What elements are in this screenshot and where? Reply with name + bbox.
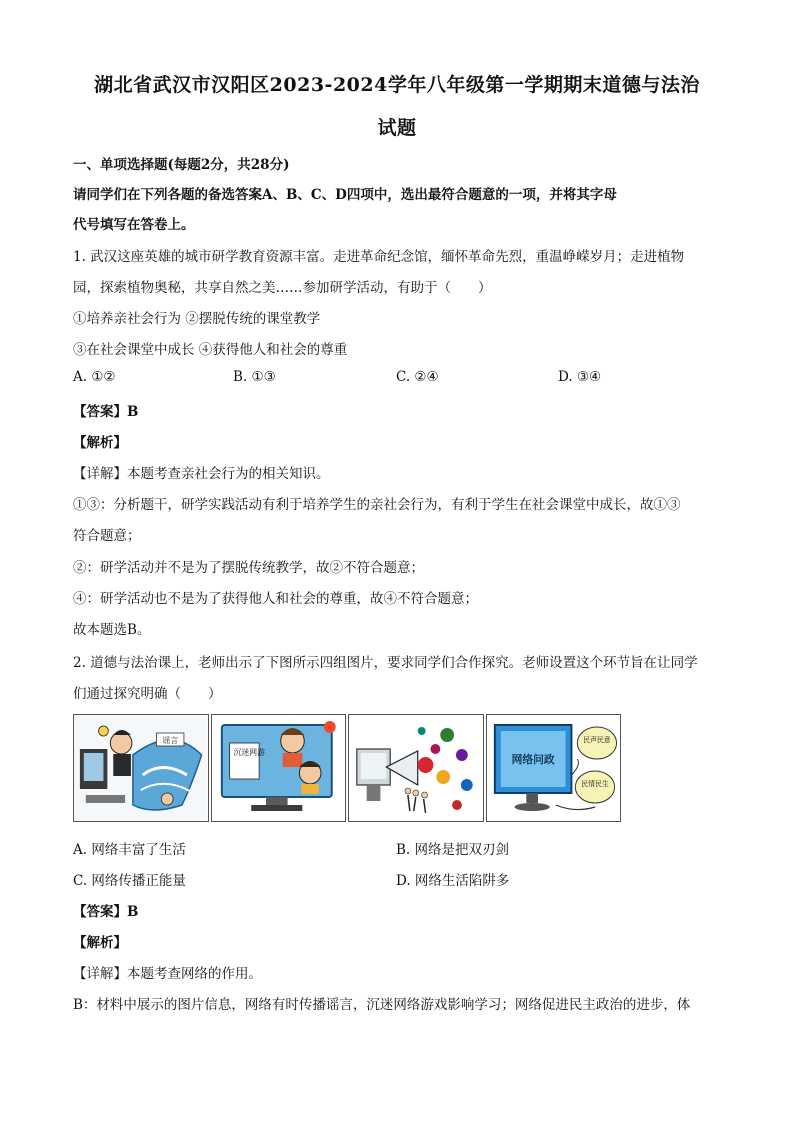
q1-explanation-1-line2: 符合题意； [73, 528, 141, 544]
q1-statements-line2: ③在社会课堂中成长 ④获得他人和社会的尊重 [73, 342, 348, 358]
q2-stem-line2: 们通过探究明确（ ） [73, 686, 222, 702]
exam-title-line1: 湖北省武汉市汉阳区2023-2024学年八年级第一学期期末道德与法治 [94, 74, 700, 96]
cartoon-loudspeaker [348, 714, 484, 822]
cartoon-game-addiction [211, 714, 347, 822]
exam-title-line2: 试题 [377, 117, 417, 139]
q2-option-a: A. 网络丰富了生活 [73, 842, 186, 858]
q1-option-b: B. ①③ [233, 369, 276, 385]
q1-option-a: A. ①② [73, 369, 116, 385]
q1-statements-line1: ①培养亲社会行为 ②摆脱传统的课堂教学 [73, 311, 321, 327]
q2-option-c: C. 网络传播正能量 [73, 873, 186, 889]
q1-answer: 【答案】B [73, 404, 139, 420]
q2-option-d: D. 网络生活陷阱多 [396, 873, 510, 889]
game-addiction-label: 沉迷网游 [233, 747, 265, 758]
q2-analysis-label: 【解析】 [73, 935, 127, 951]
q1-conclusion: 故本题选B。 [73, 622, 151, 638]
q1-option-c: C. ②④ [396, 369, 439, 385]
section-heading: 一、单项选择题(每题2分，共28分) [73, 157, 290, 173]
instruction-line2: 代号填写在答卷上。 [73, 217, 195, 233]
screen-caption: 网络问政 [511, 752, 555, 767]
q2-explanation-1: B：材料中展示的图片信息，网络有时传播谣言，沉迷网络游戏影响学习；网络促进民主政治的进步，体 [73, 997, 691, 1013]
q1-stem-line1: 1. 武汉这座英雄的城市研学教育资源丰富。走进革命纪念馆，缅怀革命先烈，重温峥嵘岁月；走进植物 [73, 249, 685, 265]
q1-detail: 【详解】本题考查亲社会行为的相关知识。 [73, 466, 330, 482]
q1-option-d: D. ③④ [558, 369, 602, 385]
rumor-tag-label: 谣言 [162, 735, 179, 746]
q1-explanation-3: ④：研学活动也不是为了获得他人和社会的尊重，故④不符合题意； [73, 591, 478, 607]
q1-explanation-2: ②：研学活动并不是为了摆脱传统教学，故②不符合题意； [73, 560, 424, 576]
q2-stem-line1: 2. 道德与法治课上，老师出示了下图所示四组图片，要求同学们合作探究。老师设置这个环节旨在让同学 [73, 655, 698, 671]
q2-option-b: B. 网络是把双刃剑 [396, 842, 510, 858]
q2-detail: 【详解】本题考查网络的作用。 [73, 966, 262, 982]
cartoon-online-governance [486, 714, 622, 822]
q1-explanation-1-line1: ①③：分析题干，研学实践活动有利于培养学生的亲社会行为，有利于学生在社会课堂中成长，故①③ [73, 497, 681, 513]
bubble-voice-label: 民声民意 [582, 735, 611, 745]
q2-cartoon-strip [73, 714, 621, 822]
q1-analysis-label: 【解析】 [73, 435, 127, 451]
instruction-line1: 请同学们在下列各题的备选答案A、B、C、D四项中，选出最符合题意的一项，并将其字母 [73, 187, 617, 203]
bubble-livelihood-label: 民情民生 [580, 779, 609, 789]
cartoon-rumor [73, 714, 209, 822]
q2-answer: 【答案】B [73, 904, 139, 920]
q1-stem-line2: 园，探索植物奥秘，共享自然之美……参加研学活动，有助于（ ） [73, 280, 492, 296]
